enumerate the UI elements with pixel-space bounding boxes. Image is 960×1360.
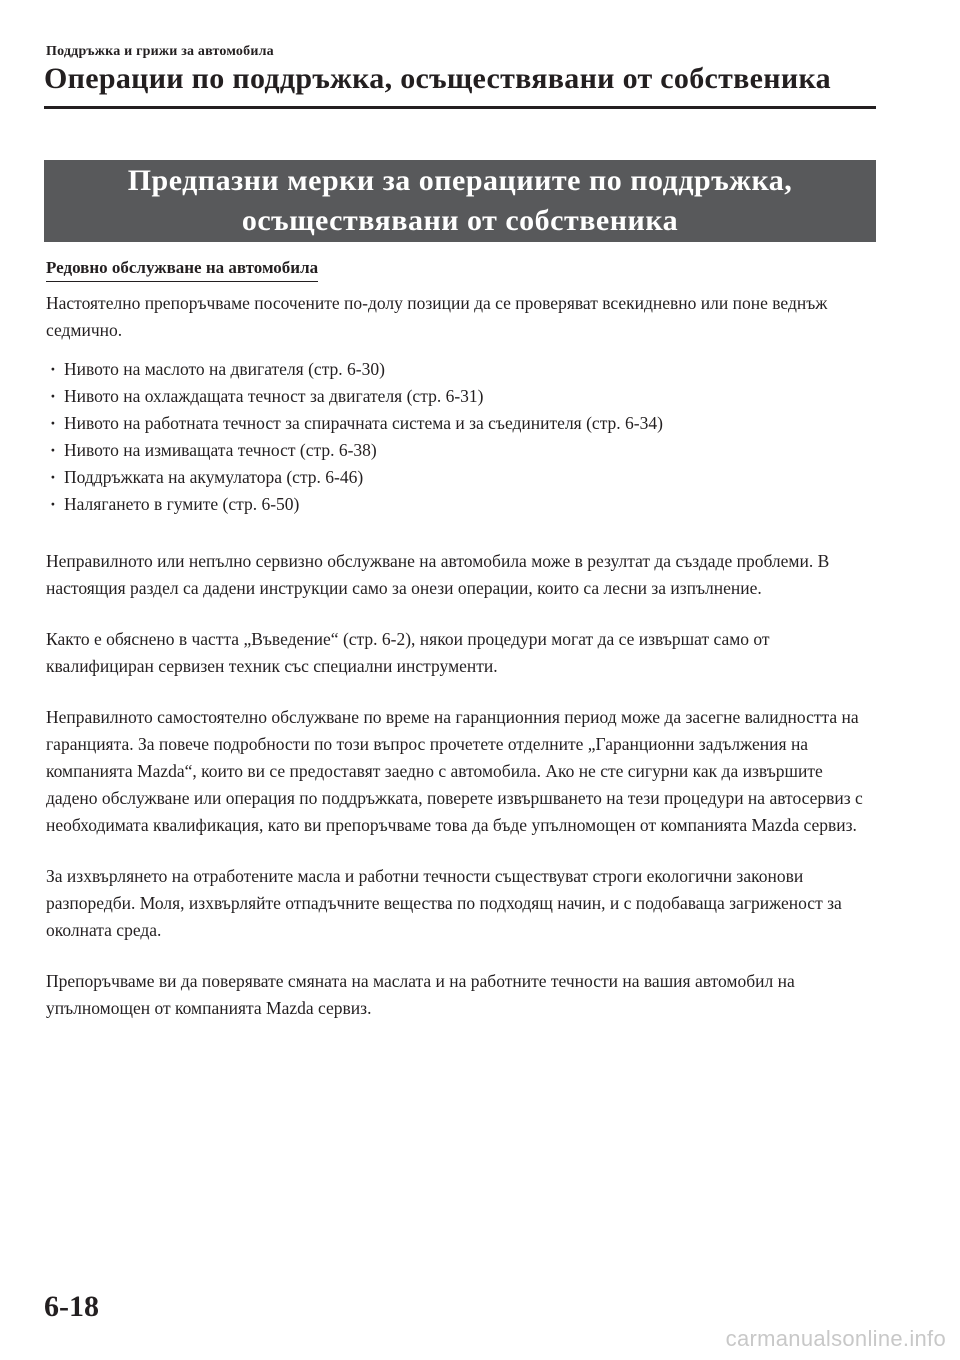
watermark: carmanualsonline.info: [725, 1326, 946, 1351]
bullet-icon: ·: [50, 359, 56, 379]
subheading: Редовно обслужване на автомобила: [46, 256, 318, 282]
section-title: Операции по поддръжка, осъществявани от собственика: [44, 62, 831, 95]
body-paragraph: Неправилното самостоятелно обслужване по време на гаранционния период може да засегне валидността на гаранцията. За повече подробности по този въпрос прочетете отделните „Гаранционни задължения на компанията Mazda“, които ви се предоставят заедно с автомобила. Ако не сте сигурни как да извършите дадено обслужване или операция по поддръжката, поверете извършването на тези процедури на автосервиз с необходимата квалификация, като ви препоръчваме това да бъде упълномощен от компанията Mazda сервиз.: [46, 707, 863, 835]
list-item: [46, 464, 876, 491]
list-item-text: Налягането в гумите (стр. 6-50): [64, 494, 300, 514]
page-number: 6-18: [44, 1290, 99, 1323]
body-paragraph: За изхвърлянето на отработените масла и работни течности съществуват строги екологични законови разпоредби. Моля, изхвърляйте отпадъчните вещества по подходящ начин, и с подобаваща загриженост за околната среда.: [46, 866, 842, 940]
body-paragraph: Неправилното или непълно сервизно обслужване на автомобила може в резултат да създаде проблеми. В настоящия раздел са дадени инструкции само за онези операции, които са лесни за изпълнение.: [46, 551, 830, 598]
list-item-text: Нивото на охлаждащата течност за двигателя (стр. 6-31): [64, 386, 484, 406]
list-item: [46, 491, 876, 518]
bullet-icon: ·: [50, 386, 56, 406]
list-item: [46, 383, 876, 410]
bullet-icon: ·: [50, 467, 56, 487]
list-item-text: Поддръжката на акумулатора (стр. 6-46): [64, 467, 364, 487]
list-item-text: Нивото на работната течност за спирачната система и за съединителя (стр. 6-34): [64, 413, 663, 433]
list-item-text: Нивото на измиващата течност (стр. 6-38): [64, 440, 377, 460]
body-paragraph: Препоръчваме ви да поверявате смяната на маслата и на работните течности на вашия автомобил на упълномощен от компанията Mazda сервиз.: [46, 971, 795, 1018]
list-item: [46, 437, 876, 464]
list-item-text: Нивото на маслото на двигателя (стр. 6-30): [64, 359, 385, 379]
list-item: [46, 356, 876, 383]
banner-line-2: осъществявани от собственика: [241, 204, 679, 237]
body-paragraph: Както е обяснено в частта „Въведение“ (стр. 6-2), някои процедури могат да се извършат само от квалифициран сервизен техник със специални инструменти.: [46, 629, 770, 676]
bullet-icon: ·: [50, 440, 56, 460]
check-list: [46, 356, 876, 518]
bullet-icon: ·: [50, 413, 56, 433]
list-item: [46, 410, 876, 437]
intro-paragraph: Настоятелно препоръчваме посочените по-долу позиции да се проверяват всекидневно или поне веднъж седмично.: [46, 293, 828, 340]
chapter-heading: Поддръжка и грижи за автомобила: [46, 44, 274, 59]
topic-banner: [44, 160, 876, 242]
body-content: [46, 290, 876, 1022]
bullet-icon: ·: [50, 494, 56, 514]
banner-line-1: Предпазни мерки за операциите по поддръжка,: [127, 164, 793, 197]
section-divider: [44, 106, 876, 109]
